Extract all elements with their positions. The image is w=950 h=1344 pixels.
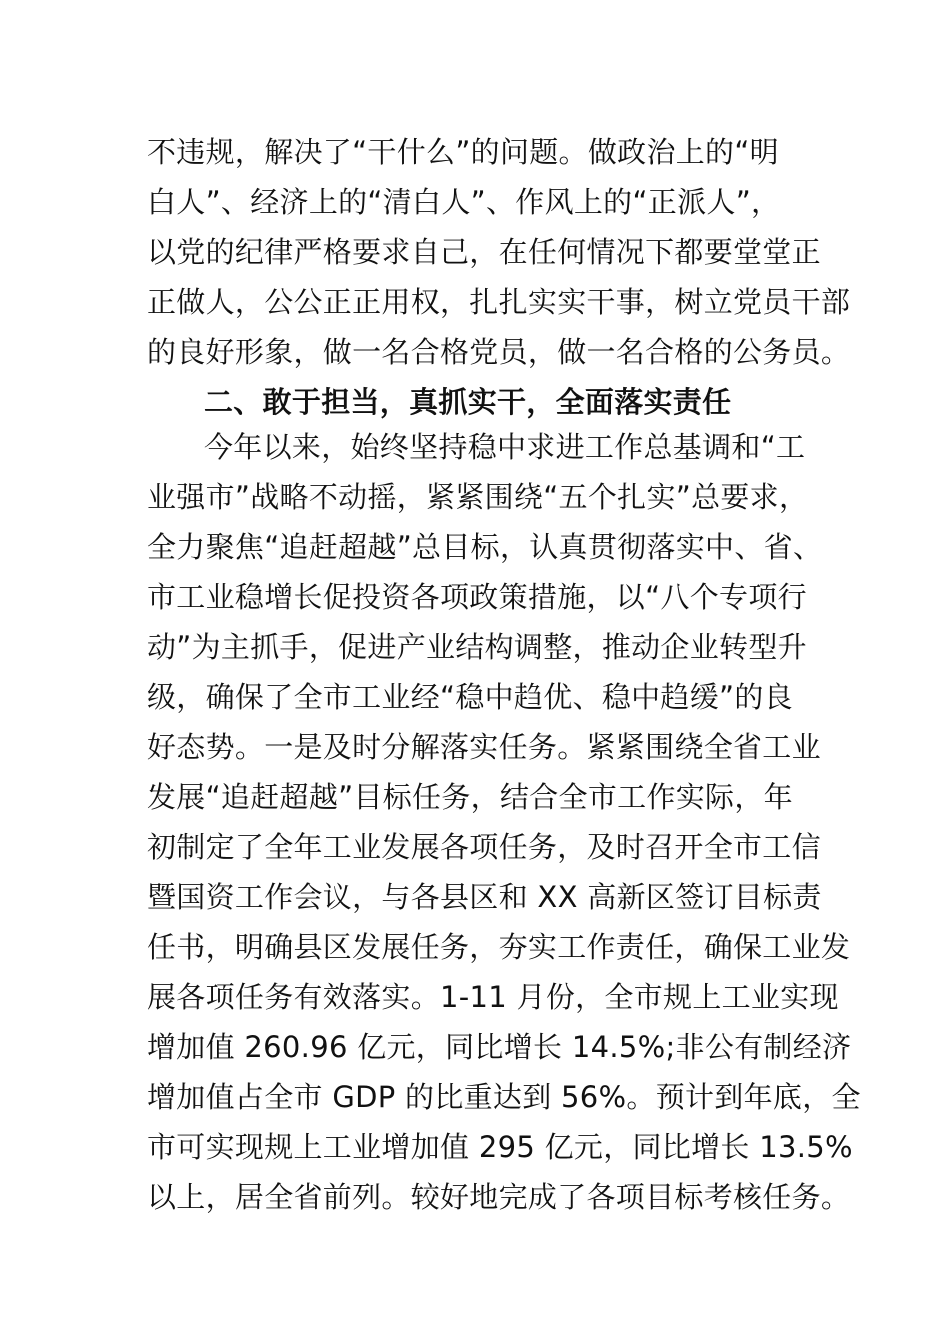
text-line: 的良好形象，做一名合格党员，做一名合格的公务员。 [147,335,851,369]
text-line: 市工业稳增长促投资各项政策措施，以“八个专项行 [147,580,807,614]
text-line: 不违规，解决了“干什么”的问题。做政治上的“明 [147,135,779,169]
text-line: 白人”、经济上的“清白人”、作风上的“正派人”， [147,185,781,219]
text-line: 以党的纪律严格要求自己，在任何情况下都要堂堂正 [147,235,821,269]
text-line: 正做人，公公正正用权，扎扎实实干事，树立党员干部 [147,285,851,319]
paragraph-first-line: 今年以来，始终坚持稳中求进工作总基调和“工 [204,430,806,464]
text-line: 以上，居全省前列。较好地完成了各项目标考核任务。 [147,1180,851,1214]
text-line: 全力聚焦“追赶超越”总目标，认真贯彻落实中、省、 [147,530,823,564]
section-heading: 二、敢于担当，真抓实干，全面落实责任 [204,385,732,419]
text-line: 发展“追赶超越”目标任务，结合全市工作实际，年 [147,780,793,814]
text-line: 展各项任务有效落实。1-11 月份，全市规上工业实现 [147,980,839,1014]
text-line: 增加值占全市 GDP 的比重达到 56%。预计到年底，全 [147,1080,861,1114]
text-line: 好态势。一是及时分解落实任务。紧紧围绕全省工业 [147,730,821,764]
text-line: 任书，明确县区发展任务，夯实工作责任，确保工业发 [147,930,851,964]
text-line: 级，确保了全市工业经“稳中趋优、稳中趋缓”的良 [147,680,793,714]
text-line: 增加值 260.96 亿元，同比增长 14.5%;非公有制经济 [147,1030,852,1064]
text-line: 市可实现规上工业增加值 295 亿元，同比增长 13.5% [147,1130,853,1164]
text-line: 业强市”战略不动摇，紧紧围绕“五个扎实”总要求， [147,480,809,514]
text-line: 初制定了全年工业发展各项任务，及时召开全市工信 [147,830,821,864]
text-line: 暨国资工作会议，与各县区和 XX 高新区签订目标责 [147,880,822,914]
text-line: 动”为主抓手，促进产业结构调整，推动企业转型升 [147,630,807,664]
